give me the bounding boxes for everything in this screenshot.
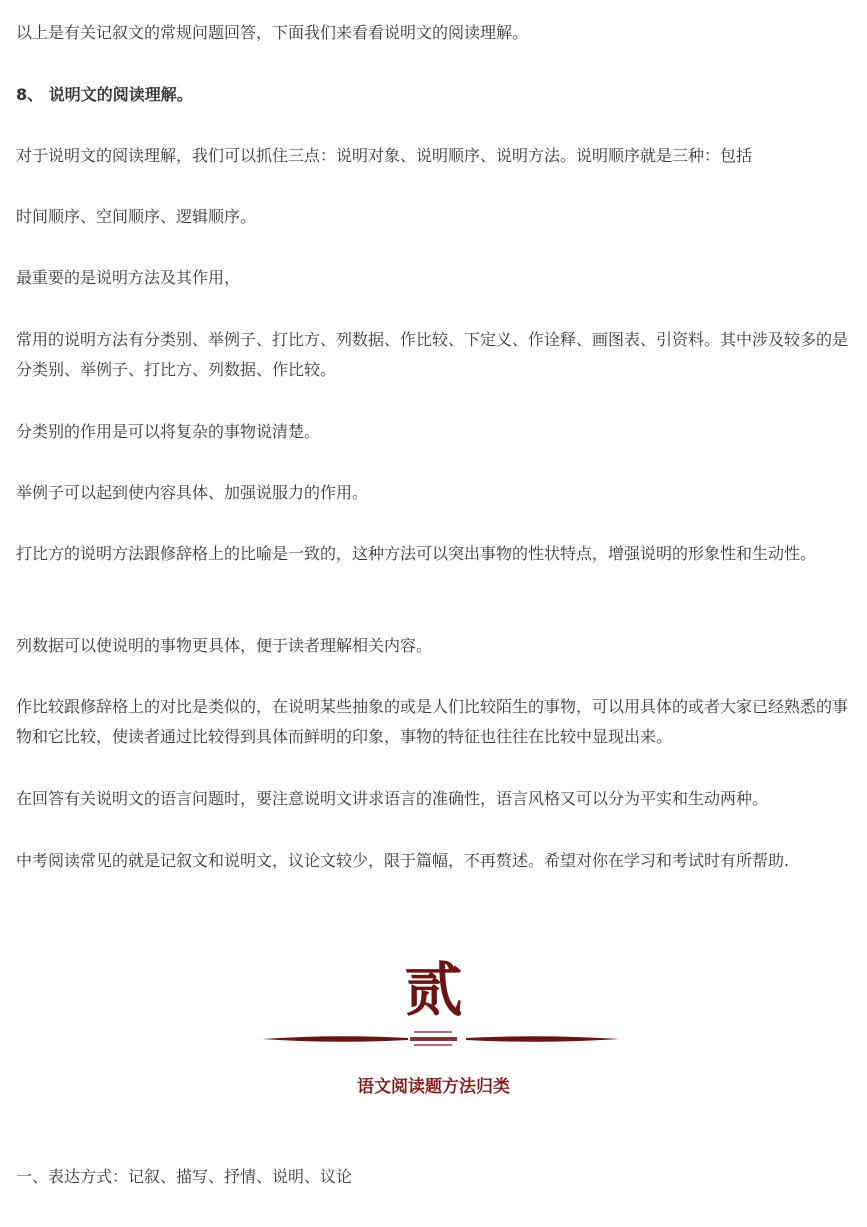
paragraph-three-points: 对于说明文的阅读理解，我们可以抓住三点：说明对象、说明顺序、说明方法。说明顺序就是三种：包括	[16, 146, 753, 165]
section-title: 语文阅读题方法归类	[357, 1077, 510, 1097]
section-divider	[0, 955, 867, 1055]
paragraph-analogy: 打比方的说明方法跟修辞格上的比喻是一致的，这种方法可以突出事物的性状特点，增强说明的形象性和生动性。	[16, 544, 817, 563]
paragraph-language: 在回答有关说明文的语言问题时，要注意说明文讲求语言的准确性，语言风格又可以分为平实和生动两种。	[16, 789, 769, 808]
section-heading-8: 8、 说明文的阅读理解。	[16, 85, 193, 104]
paragraph-data: 列数据可以使说明的事物更具体，便于读者理解相关内容。	[16, 636, 433, 655]
paragraph-classification: 分类别的作用是可以将复杂的事物说清楚。	[16, 422, 321, 441]
paragraph-comparison: 作比较跟修辞格上的对比是类似的，在说明某些抽象的或是人们比较陌生的事物，可以用具体的或者大家已经熟悉的事物和它比较，使读者通过比较得到具体而鲜明的印象，事物的特征也往往在比较中显现出来。	[16, 697, 849, 746]
expression-methods-line: 一、表达方式：记叙、描写、抒情、说明、议论	[16, 1167, 353, 1186]
paragraph-most-important: 最重要的是说明方法及其作用，	[16, 268, 241, 287]
ornament-line-icon	[0, 955, 867, 1055]
paragraph-intro: 以上是有关记叙文的常规问题回答，下面我们来看看说明文的阅读理解。	[16, 23, 529, 42]
paragraph-conclusion: 中考阅读常见的就是记叙文和说明文，议论文较少，限于篇幅，不再赘述。希望对你在学习和考试时有所帮助.	[16, 851, 790, 870]
section-number-char: 贰	[404, 956, 463, 1024]
paragraph-examples: 举例子可以起到使内容具体、加强说服力的作用。	[16, 483, 369, 502]
paragraph-order-types: 时间顺序、空间顺序、逻辑顺序。	[16, 207, 257, 226]
paragraph-common-methods: 常用的说明方法有分类别、举例子、打比方、列数据、作比较、下定义、作诠释、画图表、引资料。其中涉及较多的是分类别、举例子、打比方、列数据、作比较。	[16, 330, 849, 379]
